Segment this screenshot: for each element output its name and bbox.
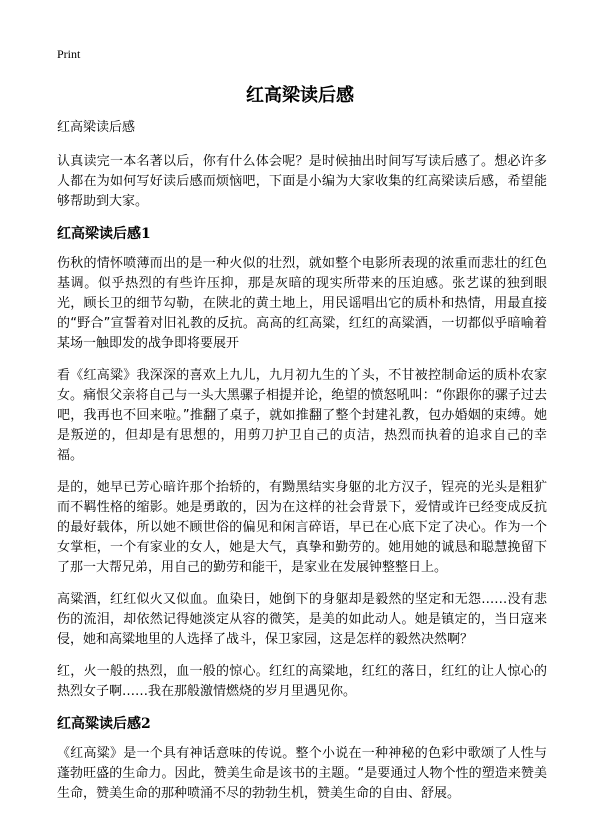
article-subtitle: 红高梁读后感 [57,120,136,135]
section-paragraph: 看《红高粱》我深深的喜欢上九儿，九月初九生的丫头，不甘被控制命运的质朴农家女。痛恨父亲将自己与一头大黑骡子相提并论，绝望的愤怒吼叫：“你跟你的骡子过去吧，我再也不回来啦。”推翻了桌子，就如推翻了整个封建礼教，包办婚姻的束缚。她是叛逆的，但却是有思想的，用剪刀护卫自己的贞洁，热烈而执着的追求自己的幸福。 [57,368,547,463]
section-paragraph: 伤秋的情怀喷薄而出的是一种火似的壮烈，就如整个电影所表现的浓重而悲壮的红色基调。似乎热烈的有些许压抑，那是灰暗的现实所带来的压迫感。张艺谋的独到眼光，顾长卫的细节勾勒，在陕北的黄土地上，用民谣唱出它的质朴和热情，用最直接的“野合”宣誓着对旧礼教的反抗。高高的红高粱，红红的高粱酒，一切都似乎暗喻着某场一触即发的战争即将要展开 [57,256,547,351]
section-paragraph: 高粱酒，红红似火又似血。血染日，她倒下的身躯却是毅然的坚定和无怨……没有悲伤的流泪，却依然记得她淡定从容的微笑，是美的如此动人。她是镇定的，当日寇来侵，她和高粱地里的人选择了战斗，保卫家园，这是怎样的毅然决然啊？ [57,592,547,647]
article-content [57,118,547,816]
print-link[interactable]: Print [57,47,81,61]
section-heading: 红高粱读后感2 [57,716,151,732]
section-paragraph: 是的，她早已芳心暗许那个抬轿的，有黝黑结实身躯的北方汉子，锃亮的光头是粗犷而不羁性格的缩影。她是勇敢的，因为在这样的社会背景下，爱情或许已经变成反抗的最好载体，所以她不顾世俗的偏见和闲言碎语，早已在心底下定了决心。作为一个女掌柜，一个有家业的女人，她是大气，真挚和勤劳的。她用她的诚恳和聪慧挽留下了那一大帮兄弟，用自己的勤劳和能干，是家业在发展钟整整日上。 [57,480,547,575]
article-title: 红高梁读后感 [246,85,354,106]
section-paragraph: 红，火一般的热烈，血一般的惊心。红红的高粱地，红红的落日，红红的让人惊心的热烈女子啊……我在那般激情燃烧的岁月里遇见你。 [57,664,547,699]
section-paragraph: 《红高粱》是一个具有神话意味的传说。整个小说在一种神秘的色彩中歌颂了人性与蓬勃旺盛的生命力。因此，赞美生命是该书的主题。“是要通过人物个性的塑造来赞美生命，赞美生命的那种喷涌不尽的勃勃生机，赞美生命的自由、舒展。 [57,746,547,801]
section-heading: 红高梁读后感1 [57,226,151,242]
intro-paragraph: 认真读完一本名著以后，你有什么体会呢？是时候抽出时间写写读后感了。想必许多人都在为如何写好读后感而烦恼吧，下面是小编为大家收集的红高梁读后感，希望能够帮助到大家。 [57,154,547,209]
